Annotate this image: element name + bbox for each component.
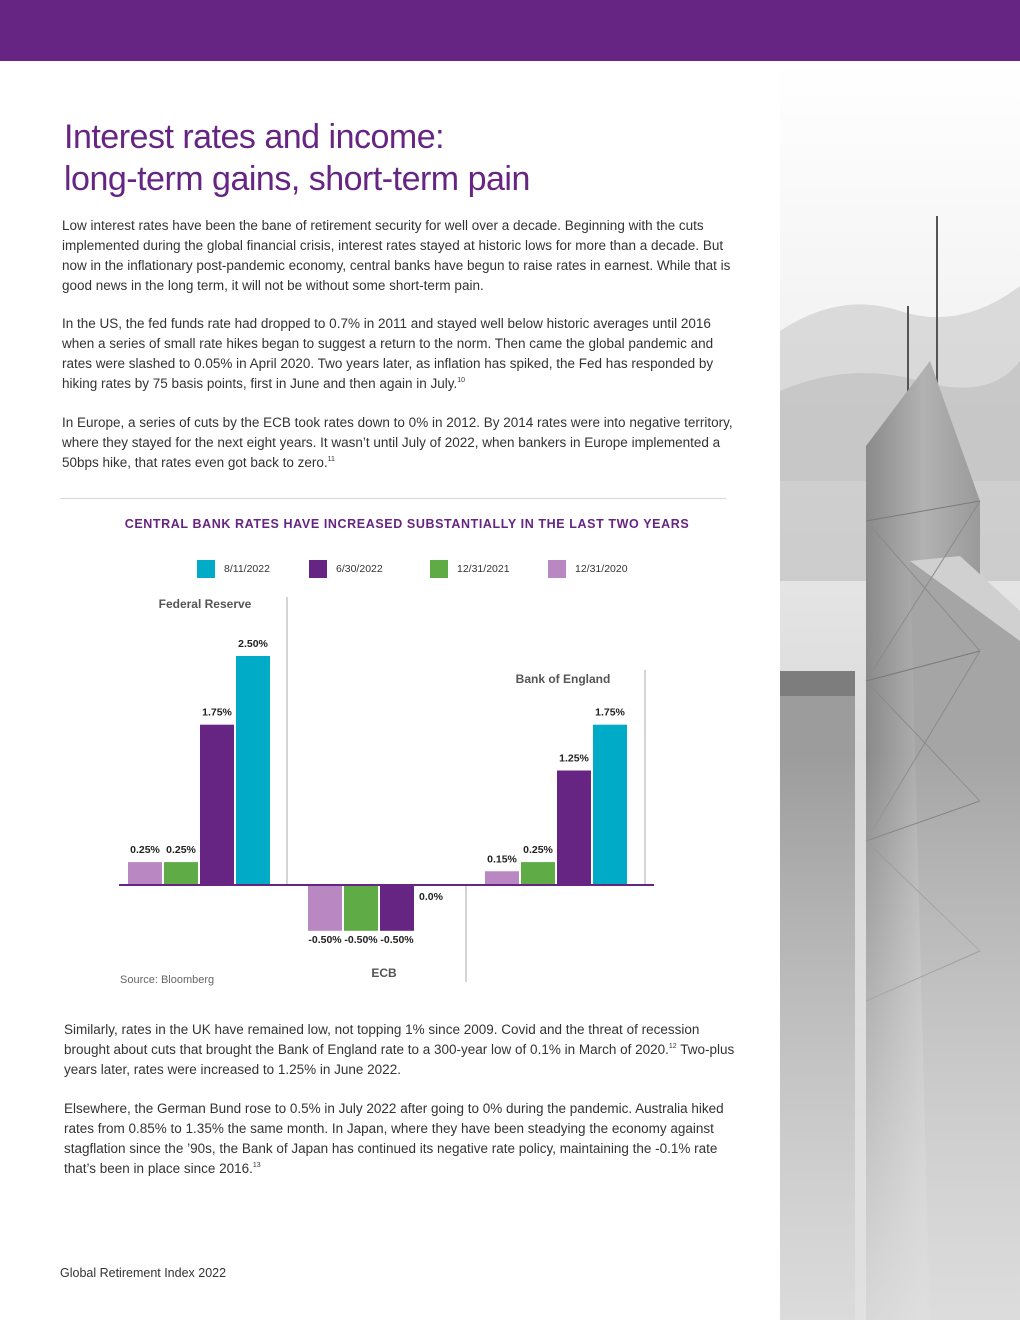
- paragraph-elsewhere: [64, 1099, 740, 1179]
- data-label-bank-of-england-12-31-2021: 0.25%: [523, 844, 553, 857]
- page-title-line-1: Interest rates and income:: [64, 118, 445, 156]
- data-label-federal-reserve-6-30-2022: 1.75%: [202, 706, 232, 719]
- legend-label: 12/31/2021: [457, 563, 510, 575]
- data-label-ecb-12-31-2020: -0.50%: [308, 933, 342, 946]
- paragraph-text: Low interest rates have been the bane of retirement security for well over a decade. Beginning with the cuts implemented during the global financial crisis, interest rates stayed at historic lows for more than a decade. But now in the inflationary post-pandemic economy, central banks have begun to raise rates in earnest. While that is good news in the long term, it will not be without some short-term pain.: [62, 218, 731, 293]
- bar-federal-reserve-12-31-2020: [128, 862, 162, 885]
- legend-label: 12/31/2020: [575, 563, 628, 575]
- data-label-ecb-8-11-2022: 0.0%: [419, 891, 443, 903]
- bar-federal-reserve-6-30-2022: [200, 725, 234, 885]
- data-label-bank-of-england-6-30-2022: 1.25%: [559, 752, 589, 765]
- data-label-bank-of-england-8-11-2022: 1.75%: [595, 706, 625, 719]
- data-label-ecb-6-30-2022: -0.50%: [380, 933, 414, 946]
- footnote-marker: 12: [668, 1043, 677, 1050]
- bar-ecb-6-30-2022: [380, 885, 414, 931]
- category-label-bank-of-england: Bank of England: [515, 672, 611, 686]
- footnote-marker: 10: [457, 377, 466, 384]
- category-label-federal-reserve: Federal Reserve: [158, 597, 252, 611]
- data-label-federal-reserve-12-31-2021: 0.25%: [166, 844, 196, 857]
- bar-federal-reserve-12-31-2021: [164, 862, 198, 885]
- bar-bank-of-england-12-31-2020: [485, 871, 519, 885]
- paragraph-uk: [64, 1020, 740, 1080]
- page-footer: Global Retirement Index 2022: [60, 1266, 227, 1280]
- paragraph-text: In Europe, a series of cuts by the ECB took rates down to 0% in 2012. By 2014 rates were into negative territory, where they stayed for the next eight years. It wasn’t until July of 2022, when bankers in Europe implemented a 50bps hike, that rates even got back to zero.: [62, 415, 733, 470]
- footnote-marker: 13: [252, 1162, 261, 1169]
- paragraph-text-tail: Two-plus years later, rates were increased to 1.25% in June 2022.: [64, 1042, 735, 1077]
- skyscraper-photo: [780, 61, 1020, 1320]
- paragraph-text: Similarly, rates in the UK have remained low, not topping 1% since 2009. Covid and the threat of recession brought about cuts that brought the Bank of England rate to a 300-year low of 0.1% in March of 2020.: [64, 1022, 700, 1057]
- bar-ecb-12-31-2021: [344, 885, 378, 931]
- paragraph-text: In the US, the fed funds rate had dropped to 0.7% in 2011 and stayed well below historic averages until 2016 when a series of small rate hikes began to suggest a return to the norm. Then came the global pandemic and rates were slashed to 0.05% in April 2020. Two years later, as inflation has spiked, the Fed has responded by hiking rates by 75 basis points, first in June and then again in July.: [62, 316, 714, 391]
- page-title-line-2: long-term gains, short-term pain: [64, 160, 530, 198]
- bar-ecb-12-31-2020: [308, 885, 342, 931]
- bar-bank-of-england-6-30-2022: [557, 771, 591, 886]
- chart-title: CENTRAL BANK RATES HAVE INCREASED SUBSTANTIALLY IN THE LAST TWO YEARS: [124, 517, 690, 531]
- bar-bank-of-england-12-31-2021: [521, 862, 555, 885]
- legend-label: 8/11/2022: [224, 563, 270, 575]
- data-label-ecb-12-31-2021: -0.50%: [344, 933, 378, 946]
- chart-source: Source: Bloomberg: [120, 974, 215, 986]
- data-label-bank-of-england-12-31-2020: 0.15%: [487, 853, 517, 866]
- bar-federal-reserve-8-11-2022: [236, 656, 270, 885]
- paragraph-text: Elsewhere, the German Bund rose to 0.5% in July 2022 after going to 0% during the pandemic. Australia hiked rates from 0.85% to 1.35% the same month. In Japan, where they have been steadying the economy against stagflation since the ’90s, the Bank of Japan has continued its negative rate policy, maintaining the -0.1% rate that’s been in place since 2016.: [64, 1101, 724, 1176]
- data-label-federal-reserve-8-11-2022: 2.50%: [238, 638, 268, 650]
- legend-label: 6/30/2022: [336, 563, 383, 575]
- bar-bank-of-england-8-11-2022: [593, 725, 627, 885]
- data-label-federal-reserve-12-31-2020: 0.25%: [130, 844, 160, 857]
- category-label-ecb: ECB: [371, 966, 397, 980]
- footnote-marker: 11: [327, 456, 335, 463]
